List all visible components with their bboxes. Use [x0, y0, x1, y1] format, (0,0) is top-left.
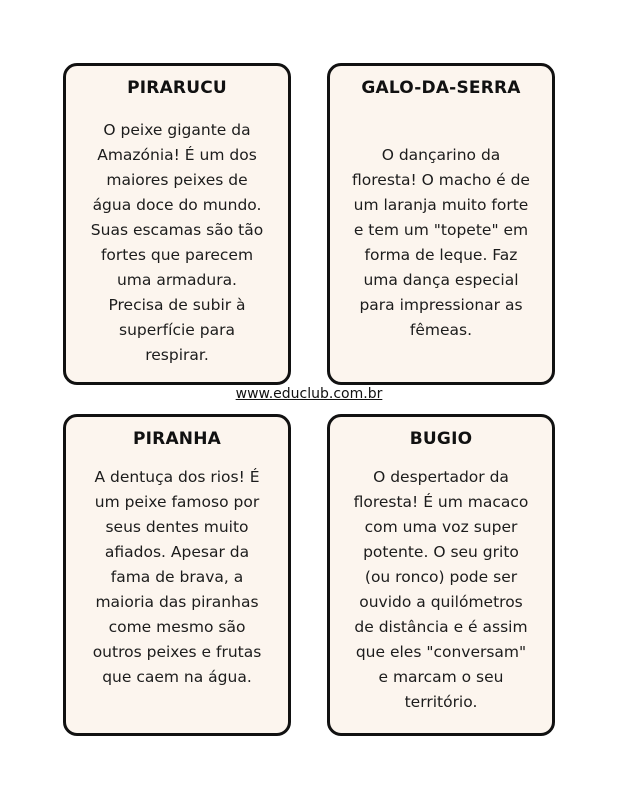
- card-line: O dançarino da: [381, 146, 501, 164]
- card-line: Precisa de subir à: [108, 296, 246, 314]
- card-line: afiados. Apesar da: [104, 543, 250, 561]
- card-line: um laranja muito forte: [353, 196, 529, 214]
- card-line: de distância e é assim: [354, 618, 528, 636]
- card-line: fortes que parecem: [100, 246, 254, 264]
- card-title: PIRARUCU: [127, 78, 227, 98]
- card-line: fama de brava, a: [110, 568, 244, 586]
- card-description: [76, 118, 278, 368]
- card-line: forma de leque. Faz: [364, 246, 518, 264]
- website-link[interactable]: www.educlub.com.br: [235, 386, 383, 402]
- card-line: água doce do mundo.: [92, 196, 262, 214]
- card-line: floresta! O macho é de: [352, 171, 530, 189]
- card-line: e marcam o seu: [378, 668, 504, 686]
- card-description: [340, 143, 542, 343]
- card-line: Amazónia! É um dos: [97, 146, 257, 164]
- card-line: com uma voz super: [364, 518, 518, 536]
- card-piranha: [63, 414, 291, 736]
- card-line: O despertador da: [373, 468, 509, 486]
- card-line: floresta! É um macaco: [353, 493, 529, 511]
- card-line: maiores peixes de: [106, 171, 248, 189]
- card-line: maioria das piranhas: [95, 593, 259, 611]
- card-line: para impressionar as: [359, 296, 523, 314]
- card-description: [76, 465, 278, 690]
- card-line: uma armadura.: [116, 271, 237, 289]
- card-line: potente. O seu grito: [363, 543, 519, 561]
- card-line: come mesmo são: [108, 618, 246, 636]
- card-galo-da-serra: [327, 63, 555, 385]
- card-line: que caem na água.: [102, 668, 252, 686]
- card-title: GALO-DA-SERRA: [361, 78, 521, 98]
- card-line: outros peixes e frutas: [92, 643, 262, 661]
- card-title: PIRANHA: [132, 429, 222, 449]
- card-pirarucu: [63, 63, 291, 385]
- card-line: (ou ronco) pode ser: [364, 568, 518, 586]
- card-title: BUGIO: [409, 429, 473, 449]
- card-line: A dentuça dos rios! É: [94, 468, 260, 486]
- card-line: um peixe famoso por: [94, 493, 260, 511]
- card-line: que eles "conversam": [355, 643, 527, 661]
- card-line: e tem um "topete" em: [353, 221, 529, 239]
- card-line: respirar.: [145, 346, 209, 364]
- card-line: fêmeas.: [409, 321, 473, 339]
- card-description: [340, 465, 542, 715]
- card-line: Suas escamas são tão: [90, 221, 264, 239]
- card-line: superfície para: [119, 321, 235, 339]
- card-line: ouvido a quilómetros: [359, 593, 523, 611]
- card-line: uma dança especial: [363, 271, 519, 289]
- card-bugio: [327, 414, 555, 736]
- card-line: seus dentes muito: [105, 518, 249, 536]
- card-line: O peixe gigante da: [103, 121, 251, 139]
- card-line: território.: [404, 693, 478, 711]
